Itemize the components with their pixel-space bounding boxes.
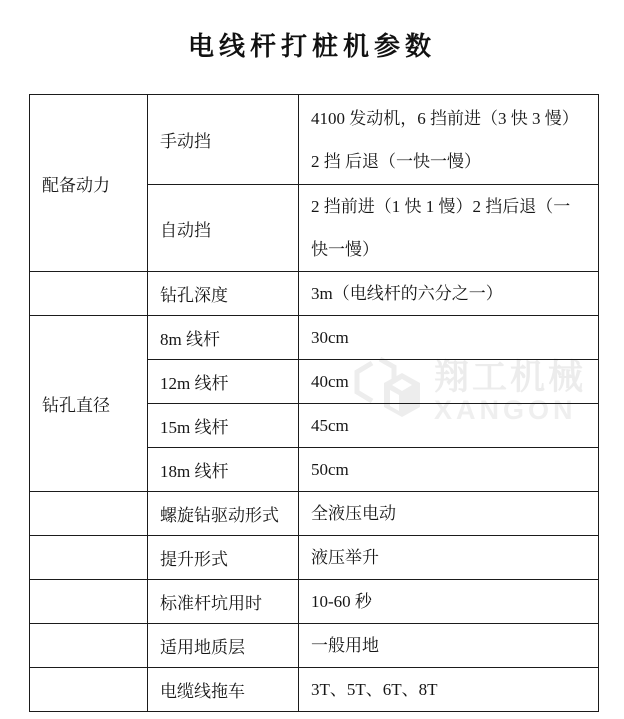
table-cell-value bbox=[299, 624, 599, 668]
value-line: 40cm bbox=[311, 372, 349, 391]
table-cell-value bbox=[299, 357, 599, 404]
table-row bbox=[30, 580, 599, 624]
table-row bbox=[30, 316, 599, 360]
value-line: 快一慢） bbox=[311, 240, 379, 259]
value-line: 一般用地 bbox=[311, 636, 379, 655]
table-cell-group bbox=[30, 624, 148, 668]
table-row bbox=[30, 668, 599, 712]
table-cell-group bbox=[30, 668, 148, 712]
table-cell-value bbox=[299, 492, 599, 536]
table-cell-group bbox=[30, 492, 148, 536]
watermark-brand-en: XANGON bbox=[434, 394, 577, 425]
value-line: 2 挡 后退（一快一慢） bbox=[311, 151, 481, 171]
table-cell-value bbox=[299, 536, 599, 580]
value-line: 2 挡前进（1 快 1 慢）2 挡后退（一 bbox=[311, 197, 571, 216]
table-cell-group bbox=[30, 580, 148, 624]
table-row bbox=[30, 95, 599, 185]
value-line: 全液压电动 bbox=[311, 504, 396, 523]
table-row bbox=[30, 492, 599, 536]
table-cell-value bbox=[299, 316, 599, 360]
table-cell-value bbox=[299, 668, 599, 712]
table-cell-value bbox=[299, 580, 599, 624]
table-cell-label: 适用地质层 bbox=[148, 624, 299, 668]
table-cell-label: 钻孔深度 bbox=[148, 272, 299, 316]
table-cell-label: 提升形式 bbox=[148, 536, 299, 580]
table-cell-value bbox=[299, 448, 599, 492]
table-cell-group: 钻孔直径 bbox=[30, 316, 148, 492]
value-line: 10-60 秒 bbox=[311, 592, 372, 611]
table-cell-value bbox=[299, 404, 599, 448]
table-cell-group bbox=[30, 536, 148, 580]
table-cell-group bbox=[30, 272, 148, 316]
value-line: 液压举升 bbox=[311, 548, 379, 567]
value-line: 3m（电线杆的六分之一） bbox=[311, 284, 503, 303]
table-cell-label: 螺旋钻驱动形式 bbox=[148, 492, 299, 536]
page-title: 电线杆打桩机参数 bbox=[187, 32, 436, 61]
table-cell-label: 自动挡 bbox=[148, 185, 299, 272]
table-cell-value bbox=[299, 95, 599, 185]
table-cell-label: 电缆线拖车 bbox=[148, 668, 299, 712]
value-line: 30cm bbox=[311, 328, 349, 347]
table-cell-label: 手动挡 bbox=[148, 95, 299, 185]
table-row bbox=[30, 536, 599, 580]
table-cell-value bbox=[299, 272, 599, 316]
table-cell-value bbox=[299, 185, 599, 272]
table-cell-label: 12m 线杆 bbox=[148, 360, 299, 404]
table-cell-label: 18m 线杆 bbox=[148, 448, 299, 492]
table-cell-group: 配备动力 bbox=[30, 95, 148, 272]
value-line: 50cm bbox=[311, 460, 349, 479]
watermark-brand-cn: 翔工机械 bbox=[434, 357, 587, 397]
value-line: 45cm bbox=[311, 416, 349, 435]
table-row bbox=[30, 624, 599, 668]
table-row bbox=[30, 272, 599, 316]
value-line: 4100 发动机，6 挡前进（3 快 3 慢） bbox=[311, 108, 579, 128]
table-cell-label: 标准杆坑用时 bbox=[148, 580, 299, 624]
table-cell-label: 15m 线杆 bbox=[148, 404, 299, 448]
value-line: 3T、5T、6T、8T bbox=[311, 680, 438, 699]
parameters-table bbox=[29, 94, 599, 712]
table-cell-label: 8m 线杆 bbox=[148, 316, 299, 360]
